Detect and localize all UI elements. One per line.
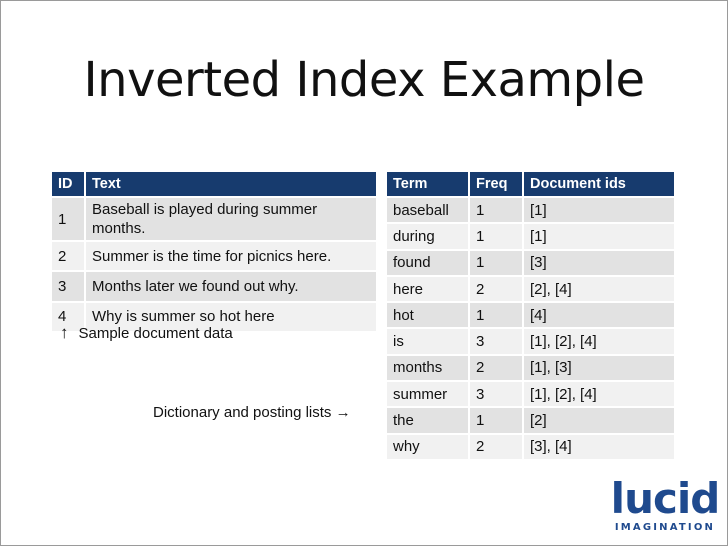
documents-caption	[60, 323, 233, 343]
freq-cell: 3	[470, 329, 522, 353]
table-row	[52, 272, 376, 300]
term-cell: why	[387, 435, 468, 459]
term-cell: is	[387, 329, 468, 353]
freq-cell: 2	[470, 356, 522, 380]
doc-ids-cell: [2]	[524, 408, 674, 432]
doc-id-cell: 2	[52, 242, 84, 270]
doc-text-cell: Months later we found out why.	[86, 272, 376, 300]
doc-ids-cell: [1], [3]	[524, 356, 674, 380]
header-freq: Freq	[470, 172, 522, 196]
term-cell: summer	[387, 382, 468, 406]
table-row	[387, 303, 674, 327]
header-term: Term	[387, 172, 468, 196]
table-row	[387, 356, 674, 380]
doc-text-cell: Baseball is played during summer months.	[86, 198, 376, 240]
doc-ids-cell: [3]	[524, 251, 674, 275]
freq-cell: 1	[470, 224, 522, 248]
table-row	[387, 435, 674, 459]
lucid-imagination-logo	[610, 474, 720, 533]
term-cell: during	[387, 224, 468, 248]
freq-cell: 2	[470, 277, 522, 301]
term-cell: found	[387, 251, 468, 275]
table-row	[387, 251, 674, 275]
header-id: ID	[52, 172, 84, 196]
term-cell: hot	[387, 303, 468, 327]
doc-ids-cell: [4]	[524, 303, 674, 327]
doc-text-cell: Summer is the time for picnics here.	[86, 242, 376, 270]
table-row	[387, 224, 674, 248]
freq-cell: 2	[470, 435, 522, 459]
term-cell: here	[387, 277, 468, 301]
table-row	[387, 277, 674, 301]
dictionary-caption: Dictionary and posting lists →	[153, 404, 351, 421]
freq-cell: 3	[470, 382, 522, 406]
arrow-up-icon: ↑	[60, 323, 69, 342]
doc-id-cell: 1	[52, 198, 84, 240]
slide-title: Inverted Index Example	[83, 52, 645, 108]
table-row	[387, 329, 674, 353]
doc-ids-cell: [1], [2], [4]	[524, 329, 674, 353]
term-cell: months	[387, 356, 468, 380]
doc-id-cell: 4	[52, 303, 84, 331]
documents-caption-text: Sample document data	[78, 325, 233, 342]
table-row	[52, 242, 376, 270]
dictionary-table	[385, 170, 676, 461]
table-row	[387, 198, 674, 222]
dictionary-header-row	[387, 172, 674, 196]
table-row	[387, 408, 674, 432]
doc-id-cell: 3	[52, 272, 84, 300]
logo-wordmark: lucid	[610, 474, 720, 523]
freq-cell: 1	[470, 408, 522, 432]
table-row	[387, 382, 674, 406]
doc-ids-cell: [3], [4]	[524, 435, 674, 459]
doc-ids-cell: [1]	[524, 198, 674, 222]
freq-cell: 1	[470, 303, 522, 327]
doc-ids-cell: [1], [2], [4]	[524, 382, 674, 406]
doc-text-cell: Why is summer so hot here	[86, 303, 376, 331]
doc-ids-cell: [1]	[524, 224, 674, 248]
header-text: Text	[86, 172, 376, 196]
term-cell: the	[387, 408, 468, 432]
freq-cell: 1	[470, 198, 522, 222]
documents-table	[50, 170, 378, 333]
header-document-ids: Document ids	[524, 172, 674, 196]
logo-subtitle: IMAGINATION	[614, 522, 716, 533]
documents-header-row	[52, 172, 376, 196]
freq-cell: 1	[470, 251, 522, 275]
term-cell: baseball	[387, 198, 468, 222]
doc-ids-cell: [2], [4]	[524, 277, 674, 301]
table-row	[52, 198, 376, 240]
